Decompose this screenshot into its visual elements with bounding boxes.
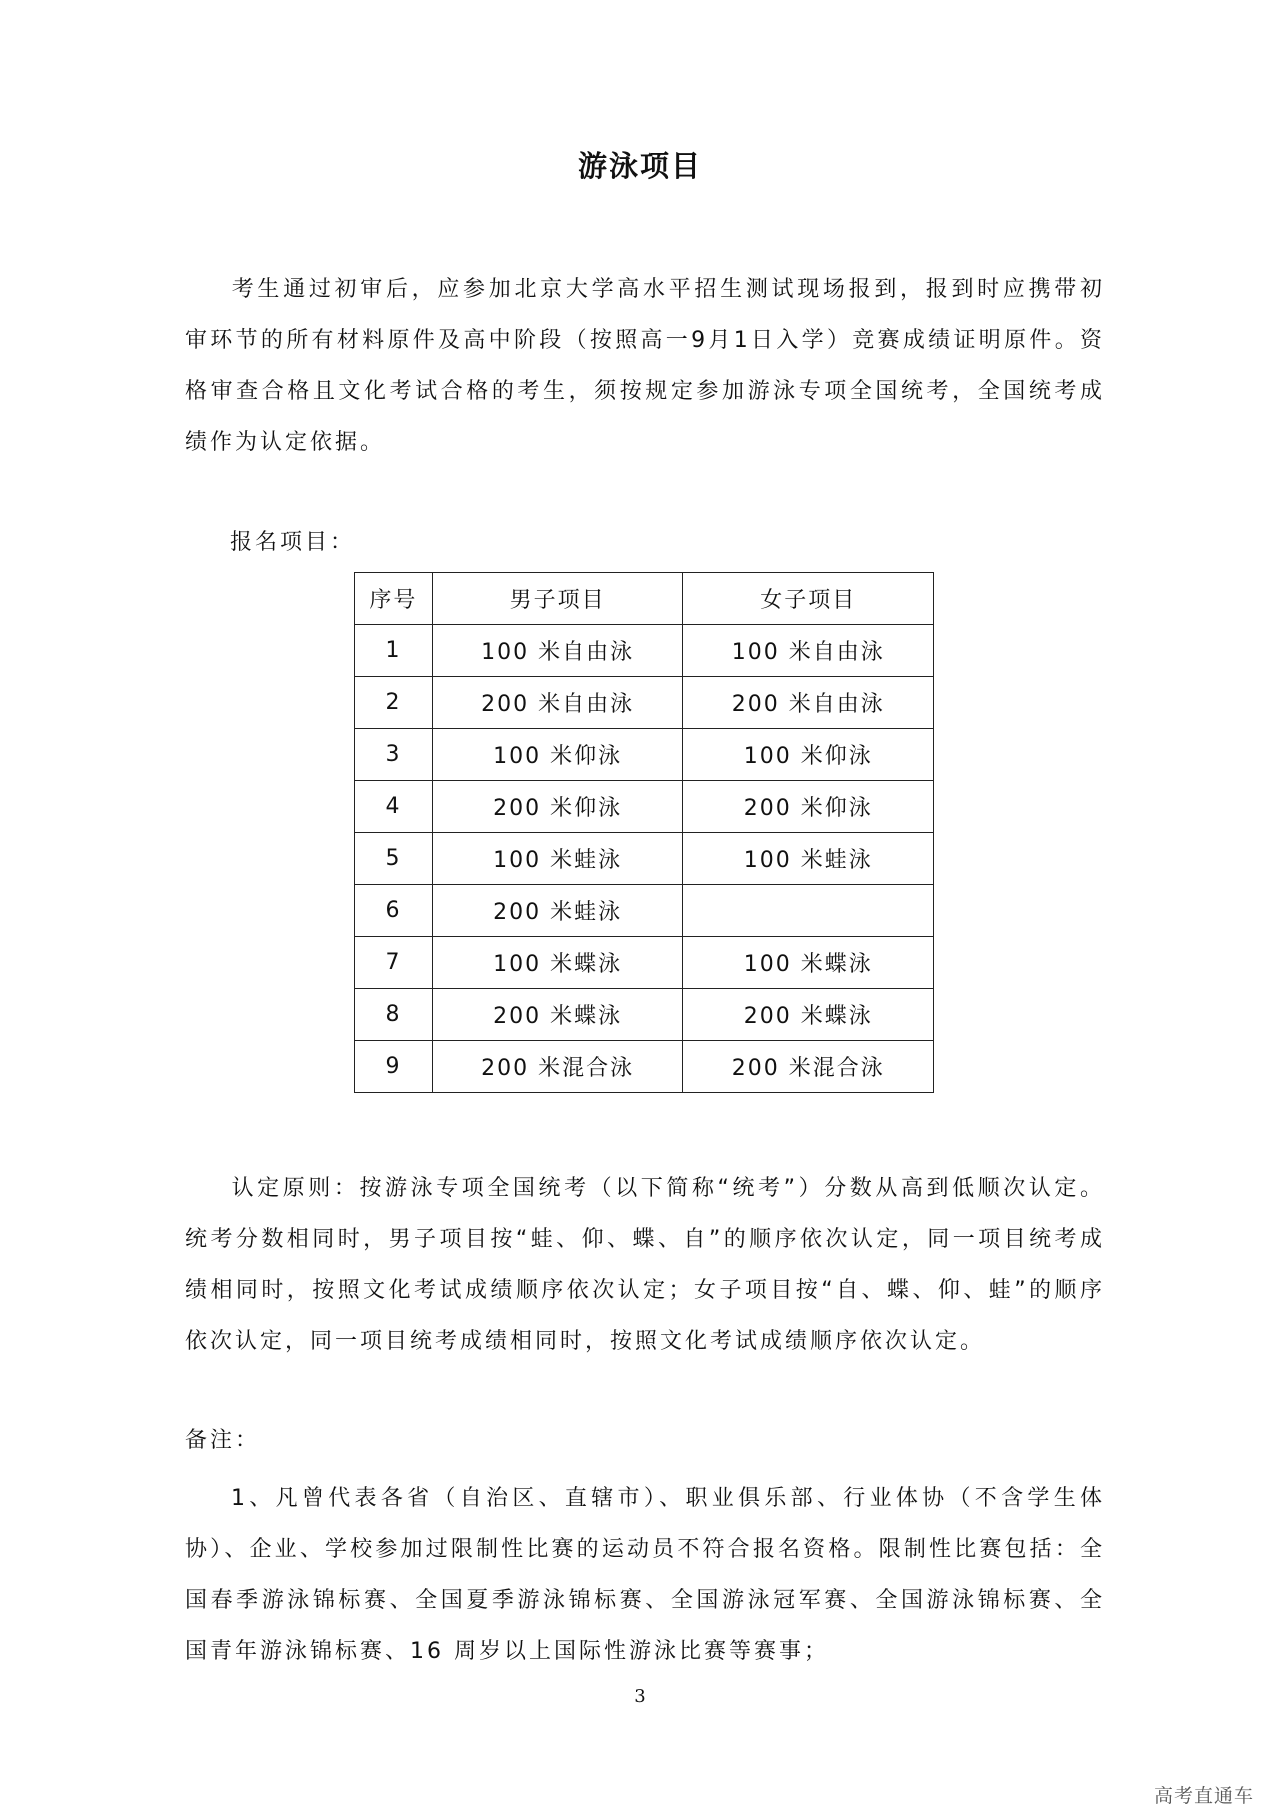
cell-men: 200 米仰泳 bbox=[432, 781, 683, 833]
principle-paragraph bbox=[185, 1163, 1105, 1367]
cell-men: 200 米混合泳 bbox=[432, 1041, 683, 1093]
page-title: 游泳项目 bbox=[577, 149, 702, 183]
principle-text: 认定原则：按游泳专项全国统考（以下简称“统考”）分数从高到低顺次认定。统考分数相同时，男子项目按“蛙、仰、蝶、自”的顺序依次认定，同一项目统考成绩相同时，按照文化考试成绩顺序依次认定；女子项目按“自、蝶、仰、蛙”的顺序依次认定，同一项目统考成绩相同时，按照文化考试成绩顺序依次认定。 bbox=[185, 1176, 1105, 1354]
table-row bbox=[355, 729, 934, 781]
watermark: 高考直通车 bbox=[1153, 1785, 1254, 1807]
cell-index: 5 bbox=[355, 833, 433, 885]
cell-men: 100 米仰泳 bbox=[432, 729, 683, 781]
registration-label: 报名项目： bbox=[230, 530, 356, 555]
cell-women bbox=[683, 885, 934, 937]
cell-women: 200 米混合泳 bbox=[683, 1041, 934, 1093]
notes-label: 备注： bbox=[185, 1428, 261, 1453]
cell-index: 3 bbox=[355, 729, 433, 781]
cell-index: 1 bbox=[355, 625, 433, 677]
cell-men: 100 米蝶泳 bbox=[432, 937, 683, 989]
cell-index: 9 bbox=[355, 1041, 433, 1093]
cell-index: 4 bbox=[355, 781, 433, 833]
cell-women: 100 米仰泳 bbox=[683, 729, 934, 781]
header-women: 女子项目 bbox=[683, 573, 934, 625]
header-men: 男子项目 bbox=[432, 573, 683, 625]
page-number: 3 bbox=[634, 1686, 646, 1707]
table-row bbox=[355, 833, 934, 885]
cell-men: 200 米蝶泳 bbox=[432, 989, 683, 1041]
cell-men: 100 米自由泳 bbox=[432, 625, 683, 677]
cell-women: 200 米自由泳 bbox=[683, 677, 934, 729]
table-row bbox=[355, 989, 934, 1041]
cell-women: 100 米蛙泳 bbox=[683, 833, 934, 885]
table-row bbox=[355, 781, 934, 833]
note-1-paragraph bbox=[185, 1473, 1105, 1677]
cell-women: 100 米自由泳 bbox=[683, 625, 934, 677]
table-row bbox=[355, 885, 934, 937]
cell-women: 200 米蝶泳 bbox=[683, 989, 934, 1041]
intro-text: 考生通过初审后，应参加北京大学高水平招生测试现场报到，报到时应携带初审环节的所有材料原件及高中阶段（按照高一9月1日入学）竞赛成绩证明原件。资格审查合格且文化考试合格的考生，须按规定参加游泳专项全国统考，全国统考成绩作为认定依据。 bbox=[185, 277, 1105, 455]
cell-index: 8 bbox=[355, 989, 433, 1041]
table-header-row bbox=[355, 573, 934, 625]
table-row bbox=[355, 1041, 934, 1093]
events-table bbox=[354, 572, 934, 1093]
cell-index: 6 bbox=[355, 885, 433, 937]
table-row bbox=[355, 937, 934, 989]
header-index: 序号 bbox=[355, 573, 433, 625]
cell-women: 100 米蝶泳 bbox=[683, 937, 934, 989]
cell-index: 2 bbox=[355, 677, 433, 729]
table-row bbox=[355, 625, 934, 677]
table-row bbox=[355, 677, 934, 729]
cell-men: 200 米蛙泳 bbox=[432, 885, 683, 937]
cell-men: 100 米蛙泳 bbox=[432, 833, 683, 885]
cell-men: 200 米自由泳 bbox=[432, 677, 683, 729]
cell-women: 200 米仰泳 bbox=[683, 781, 934, 833]
intro-paragraph bbox=[185, 264, 1105, 468]
note-1-text: 1、凡曾代表各省（自治区、直辖市）、职业俱乐部、行业体协（不含学生体协）、企业、学校参加过限制性比赛的运动员不符合报名资格。限制性比赛包括：全国春季游泳锦标赛、全国夏季游泳锦标赛、全国游泳冠军赛、全国游泳锦标赛、全国青年游泳锦标赛、16 周岁以上国际性游泳比赛等赛事； bbox=[185, 1486, 1105, 1664]
cell-index: 7 bbox=[355, 937, 433, 989]
